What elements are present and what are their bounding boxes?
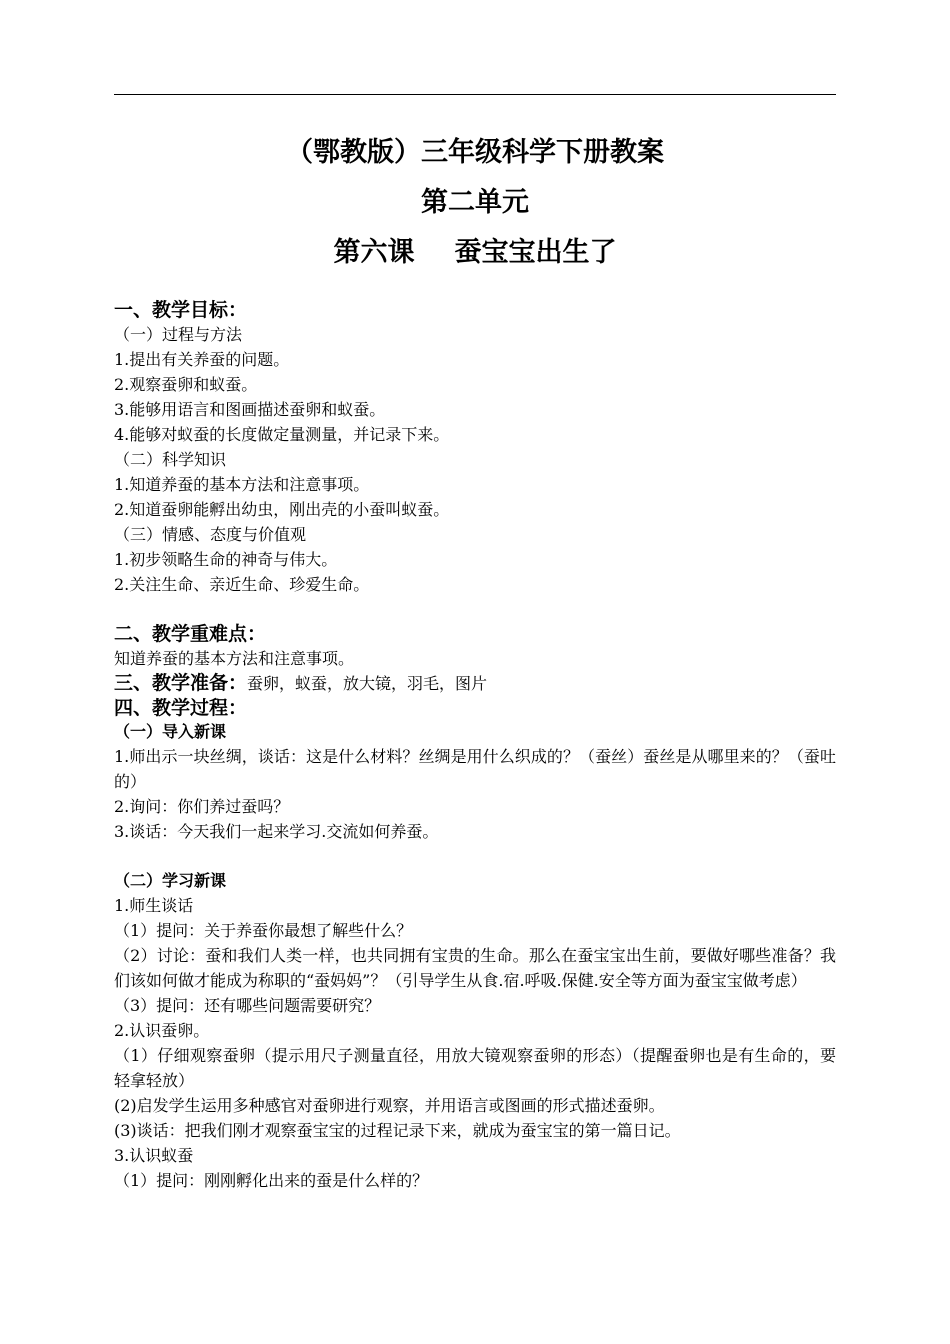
lesson-title bbox=[114, 228, 836, 278]
list-item: （3）提问：还有哪些问题需要研究？ bbox=[114, 996, 381, 1015]
part-heading-new-lesson: （二）学习新课 bbox=[114, 871, 227, 890]
header-rule bbox=[114, 94, 836, 95]
list-item: 4.能够对蚁蚕的长度做定量测量，并记录下来。 bbox=[114, 425, 450, 444]
list-item: (2)启发学生运用多种感官对蚕卵进行观察，并用语言或图画的形式描述蚕卵。 bbox=[114, 1096, 665, 1115]
list-item: 2.认识蚕卵。 bbox=[114, 1021, 210, 1040]
preparation-label: 三、教学准备： bbox=[114, 672, 248, 694]
subsection-heading: （三）情感、态度与价值观 bbox=[114, 525, 307, 544]
list-item: （1）仔细观察蚕卵（提示用尺子测量直径，用放大镜观察蚕卵的形态）（提醒蚕卵也是有生命的，要轻拿轻放） bbox=[114, 1046, 836, 1090]
list-item: （2）讨论：蚕和我们人类一样，也共同拥有宝贵的生命。那么在蚕宝宝出生前，要做好哪些准备？我们该如何做才能成为称职的“蚕妈妈”？（引导学生从食.宿.呼吸.保健.安全等方面为蚕宝宝做考虑） bbox=[114, 946, 836, 990]
lesson-number: 第六课 bbox=[333, 237, 415, 268]
subsection-heading: （一）过程与方法 bbox=[114, 325, 243, 344]
section-heading-key-points: 二、教学重难点： bbox=[114, 623, 267, 645]
list-item: 2.观察蚕卵和蚁蚕。 bbox=[114, 375, 258, 394]
lesson-name: 蚕宝宝出生了 bbox=[454, 237, 617, 268]
list-item: (3)谈话：把我们刚才观察蚕宝宝的过程记录下来，就成为蚕宝宝的第一篇日记。 bbox=[114, 1121, 681, 1140]
preparation-text: 蚕卵，蚁蚕，放大镜，羽毛，图片 bbox=[247, 674, 488, 693]
section-heading-process: 四、教学过程： bbox=[114, 697, 248, 719]
list-item: 1.初步领略生命的神奇与伟大。 bbox=[114, 550, 338, 569]
list-item: 3.能够用语言和图画描述蚕卵和蚁蚕。 bbox=[114, 400, 386, 419]
list-item: 1.知道养蚕的基本方法和注意事项。 bbox=[114, 475, 370, 494]
list-item: 2.询问：你们养过蚕吗？ bbox=[114, 797, 290, 816]
list-item: （1）提问：关于养蚕你最想了解些什么？ bbox=[114, 921, 413, 940]
document-title: （鄂教版）三年级科学下册教案 bbox=[286, 137, 664, 168]
title-block bbox=[114, 128, 836, 278]
subsection-heading: （二）科学知识 bbox=[114, 450, 227, 469]
part-heading-intro: （一）导入新课 bbox=[114, 722, 227, 741]
key-points-text: 知道养蚕的基本方法和注意事项。 bbox=[114, 649, 355, 668]
list-item: 1.师生谈话 bbox=[114, 896, 194, 915]
section-heading-preparation bbox=[114, 671, 836, 696]
section-heading-objectives: 一、教学目标： bbox=[114, 299, 248, 321]
list-item: 3.谈话：今天我们一起来学习.交流如何养蚕。 bbox=[114, 822, 439, 841]
list-item: 1.师出示一块丝绸，谈话：这是什么材料？丝绸是用什么织成的？（蚕丝）蚕丝是从哪里来的？（蚕吐的） bbox=[114, 747, 836, 791]
list-item: 1.提出有关养蚕的问题。 bbox=[114, 350, 290, 369]
list-item: 2.知道蚕卵能孵出幼虫，刚出壳的小蚕叫蚁蚕。 bbox=[114, 500, 450, 519]
list-item: 3.认识蚁蚕 bbox=[114, 1146, 194, 1165]
document-body bbox=[114, 298, 836, 1193]
list-item: （1）提问：刚刚孵化出来的蚕是什么样的？ bbox=[114, 1171, 429, 1190]
list-item: 2.关注生命、亲近生命、珍爱生命。 bbox=[114, 575, 370, 594]
unit-title: 第二单元 bbox=[421, 187, 529, 218]
